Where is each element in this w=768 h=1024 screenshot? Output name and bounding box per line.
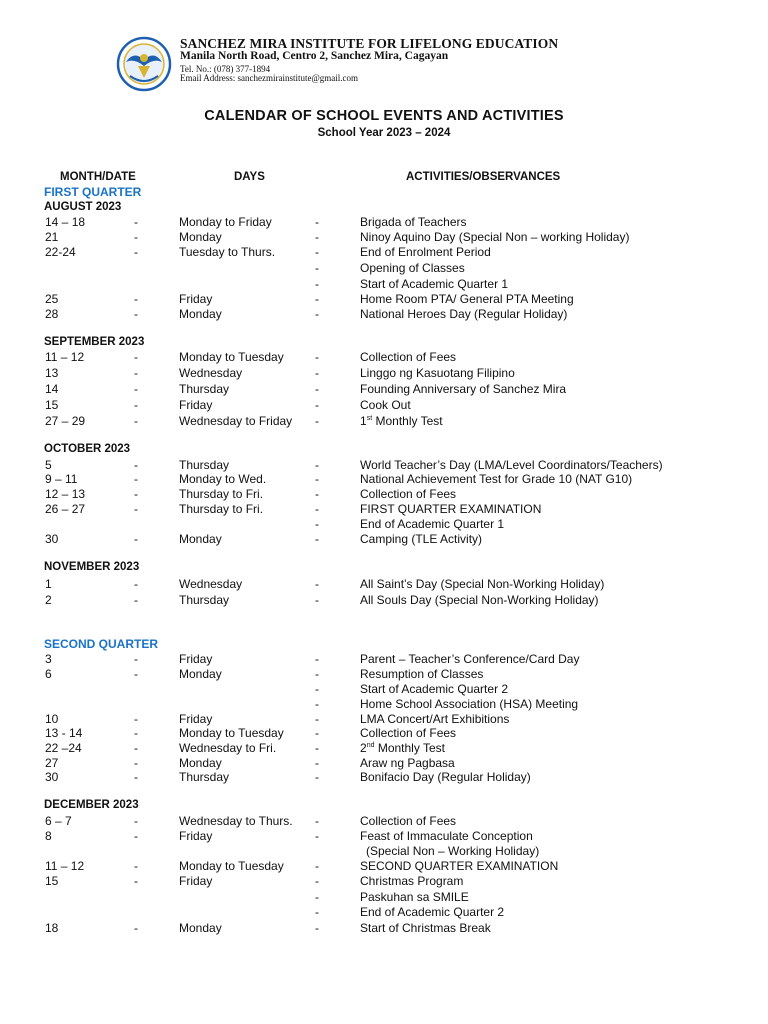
event-activity-text: Start of Academic Quarter 1 [360,277,509,291]
event-activity-text: Home Room PTA/ General PTA Meeting [360,292,574,306]
event-days: Thursday [179,770,230,784]
separator-dash: - [315,472,319,486]
quarter-heading: FIRST QUARTER [44,185,142,199]
event-date: 30 [45,770,59,784]
ordinal-suffix: nd [366,742,375,749]
event-row [0,577,768,592]
event-days: Monday to Tuesday [179,859,284,873]
separator-dash: - [315,215,319,229]
event-activity [360,756,455,770]
event-activity [360,577,604,591]
event-activity [360,905,504,919]
event-row [0,905,768,920]
event-date: 6 [45,667,52,681]
event-row [0,652,768,667]
event-row [0,756,768,771]
event-row [0,292,768,307]
separator-dash: - [315,532,319,546]
event-date: 30 [45,532,59,546]
separator-dash: - [315,859,319,873]
event-row [0,277,768,292]
event-activity-text: National Achievement Test for Grade 10 (NAT G10) [360,472,633,486]
event-days: Friday [179,398,213,412]
separator-dash: - [134,859,138,873]
separator-dash: - [134,726,138,740]
separator-dash: - [134,577,138,591]
event-days: Wednesday to Friday [179,414,293,428]
separator-dash: - [134,215,138,229]
event-activity-text: LMA Concert/Art Exhibitions [360,712,510,726]
separator-dash: - [315,829,319,843]
separator-dash: - [134,414,138,428]
event-activity [360,712,509,726]
separator-dash: - [315,770,319,784]
event-date: 6 – 7 [45,814,72,828]
event-row [0,770,768,785]
separator-dash: - [134,458,138,472]
school-address: Manila North Road, Centro 2, Sanchez Mira, Cagayan [180,50,449,62]
event-activity [360,532,482,546]
event-row [0,712,768,727]
event-row [0,874,768,889]
document-title: CALENDAR OF SCHOOL EVENTS AND ACTIVITIES [204,108,564,124]
separator-dash: - [315,890,319,904]
event-row [0,245,768,260]
separator-dash: - [134,814,138,828]
event-row [0,472,768,487]
event-days: Thursday [179,382,230,396]
event-date: 12 – 13 [45,487,86,501]
separator-dash: - [134,245,138,259]
separator-dash: - [315,667,319,681]
separator-dash: - [134,652,138,666]
event-row [0,844,768,859]
event-activity [360,502,541,516]
event-row [0,230,768,245]
event-activity [360,770,531,784]
event-days: Monday [179,756,222,770]
separator-dash: - [134,382,138,396]
separator-dash: - [134,770,138,784]
event-date: 14 – 18 [45,215,86,229]
ordinal-suffix: st [366,415,373,422]
event-activity-text: All Saint’s Day (Special Non-Working Holiday) [360,577,605,591]
event-date: 18 [45,921,59,935]
event-row [0,829,768,844]
column-header-days: DAYS [234,171,265,183]
separator-dash: - [134,532,138,546]
document-subtitle: School Year 2023 – 2024 [317,127,451,139]
event-activity [360,277,508,291]
event-date: 13 [45,366,59,380]
event-activity [360,652,579,666]
month-heading: DECEMBER 2023 [44,799,139,811]
separator-dash: - [134,502,138,516]
event-date: 13 - 14 [45,726,83,740]
event-date: 10 [45,712,59,726]
event-activity-text: Feast of Immaculate Conception [360,829,533,843]
event-activity [360,814,456,828]
event-activity-text: Collection of Fees [360,487,457,501]
event-days: Monday [179,667,222,681]
separator-dash: - [315,350,319,364]
event-activity-text: Founding Anniversary of Sanchez Mira [360,382,567,396]
event-activity [366,844,539,858]
event-date: 11 – 12 [45,350,85,364]
event-activity-text: Ninoy Aquino Day (Special Non – working Holiday) [360,230,630,244]
event-date: 27 [45,756,59,770]
event-activity-text: Collection of Fees [360,814,457,828]
event-row [0,921,768,936]
event-days: Wednesday to Fri. [179,741,277,755]
school-seal-icon [116,36,172,92]
separator-dash: - [315,366,319,380]
separator-dash: - [315,277,319,291]
event-days: Monday [179,532,222,546]
separator-dash: - [315,458,319,472]
event-activity-text: FIRST QUARTER EXAMINATION [360,502,542,516]
event-activity [360,366,515,380]
separator-dash: - [315,245,319,259]
event-date: 11 – 12 [45,859,85,873]
event-row [0,726,768,741]
separator-dash: - [315,874,319,888]
event-activity-text: Resumption of Classes [360,667,484,681]
event-row [0,517,768,532]
event-activity [360,382,566,396]
separator-dash: - [134,307,138,321]
event-activity [360,307,567,321]
separator-dash: - [134,593,138,607]
event-activity [360,829,533,843]
separator-dash: - [134,756,138,770]
event-activity [360,859,558,873]
event-activity-text: Bonifacio Day (Regular Holiday) [360,770,531,784]
month-heading: OCTOBER 2023 [44,443,131,455]
event-activity-text: 1 [360,414,367,428]
event-activity-text: National Heroes Day (Regular Holiday) [360,307,568,321]
event-row [0,414,768,429]
separator-dash: - [315,593,319,607]
event-activity [360,890,469,904]
separator-dash: - [315,697,319,711]
event-activity-text: All Souls Day (Special Non-Working Holiday) [360,593,599,607]
separator-dash: - [315,905,319,919]
event-activity [360,350,456,364]
event-row [0,366,768,381]
separator-dash: - [134,667,138,681]
separator-dash: - [315,652,319,666]
separator-dash: - [315,487,319,501]
event-date: 27 – 29 [45,414,86,428]
separator-dash: - [134,350,138,364]
event-row [0,859,768,874]
event-activity-text: Home School Association (HSA) Meeting [360,697,579,711]
event-days: Monday to Tuesday [179,350,284,364]
event-days: Friday [179,712,213,726]
event-row [0,307,768,322]
event-activity-text: End of Academic Quarter 2 [360,905,505,919]
event-activity [360,697,578,711]
separator-dash: - [134,712,138,726]
event-date: 8 [45,829,52,843]
event-activity [360,741,445,755]
event-activity-text: Christmas Program [360,874,464,888]
separator-dash: - [134,741,138,755]
event-row [0,350,768,365]
separator-dash: - [315,230,319,244]
event-row [0,593,768,608]
separator-dash: - [134,829,138,843]
event-days: Monday to Friday [179,215,272,229]
separator-dash: - [315,382,319,396]
event-activity-text: Parent – Teacher’s Conference/Card Day [360,652,580,666]
school-telephone: Tel. No.: (078) 377-1894 [180,64,271,74]
event-days: Thursday to Fri. [179,487,264,501]
event-row [0,215,768,230]
event-activity-text: Brigada of Teachers [360,215,467,229]
event-date: 26 – 27 [45,502,86,516]
separator-dash: - [134,366,138,380]
separator-dash: - [315,921,319,935]
event-days: Monday [179,307,222,321]
event-days: Wednesday [179,366,243,380]
event-activity-tail: Monthly Test [372,414,443,428]
event-date: 21 [45,230,59,244]
event-days: Monday to Wed. [179,472,267,486]
event-activity-text: Paskuhan sa SMILE [360,890,469,904]
event-days: Thursday [179,593,230,607]
event-days: Monday to Tuesday [179,726,284,740]
separator-dash: - [315,292,319,306]
event-activity [360,230,629,244]
separator-dash: - [315,577,319,591]
separator-dash: - [315,517,319,531]
event-activity [360,215,467,229]
separator-dash: - [134,398,138,412]
separator-dash: - [315,682,319,696]
separator-dash: - [134,487,138,501]
event-row [0,697,768,712]
month-heading: AUGUST 2023 [44,201,122,213]
school-email: Email Address: sanchezmirainstitute@gmail.com [180,73,358,83]
event-date: 14 [45,382,59,396]
event-days: Tuesday to Thurs. [179,245,276,259]
event-row [0,532,768,547]
event-date: 15 [45,874,59,888]
event-activity [360,593,599,607]
event-days: Wednesday to Thurs. [179,814,293,828]
event-activity-text: Cook Out [360,398,411,412]
event-activity [360,414,443,428]
event-activity-text: Opening of Classes [360,261,465,275]
event-days: Thursday [179,458,230,472]
event-row [0,682,768,697]
separator-dash: - [315,398,319,412]
event-activity-text: Start of Christmas Break [360,921,491,935]
separator-dash: - [315,502,319,516]
event-activity-text: End of Academic Quarter 1 [360,517,505,531]
event-activity-text: Collection of Fees [360,726,457,740]
event-days: Friday [179,292,213,306]
event-activity-text: Linggo ng Kasuotang Filipino [360,366,515,380]
separator-dash: - [315,712,319,726]
event-days: Monday [179,230,222,244]
event-activity-text: Collection of Fees [360,350,457,364]
event-activity-text: SECOND QUARTER EXAMINATION [360,859,559,873]
separator-dash: - [315,741,319,755]
event-activity [360,458,663,472]
separator-dash: - [134,230,138,244]
quarter-heading: SECOND QUARTER [44,637,159,651]
event-days: Friday [179,829,213,843]
event-row [0,890,768,905]
event-activity [360,682,508,696]
event-days: Monday [179,921,222,935]
event-activity [360,487,456,501]
event-activity [360,517,504,531]
event-activity [360,245,491,259]
event-activity [360,398,411,412]
event-activity [360,726,456,740]
event-row [0,398,768,413]
separator-dash: - [315,307,319,321]
event-date: 15 [45,398,59,412]
event-date: 28 [45,307,59,321]
event-row [0,814,768,829]
event-row [0,741,768,756]
event-activity [360,921,491,935]
separator-dash: - [134,292,138,306]
event-activity-text: Araw ng Pagbasa [360,756,455,770]
event-date: 25 [45,292,59,306]
event-days: Friday [179,874,213,888]
separator-dash: - [134,874,138,888]
event-activity-text: End of Enrolment Period [360,245,491,259]
event-activity-text: Camping (TLE Activity) [360,532,483,546]
event-activity-tail: Monthly Test [374,741,445,755]
event-row [0,382,768,397]
event-date: 22 –24 [45,741,82,755]
event-activity [360,874,463,888]
school-name: SANCHEZ MIRA INSTITUTE FOR LIFELONG EDUCATION [180,36,559,51]
separator-dash: - [134,921,138,935]
month-heading: SEPTEMBER 2023 [44,336,145,348]
event-days: Friday [179,652,213,666]
event-days: Wednesday [179,577,243,591]
event-row [0,502,768,517]
column-header-activities: ACTIVITIES/OBSERVANCES [406,171,561,183]
event-date: 22-24 [45,245,76,259]
event-activity-text: 2 [360,741,367,755]
event-activity [360,261,465,275]
separator-dash: - [315,756,319,770]
event-row [0,667,768,682]
separator-dash: - [134,472,138,486]
event-row [0,458,768,473]
column-header-month: MONTH/DATE [60,171,136,183]
event-date: 1 [45,577,52,591]
event-row [0,487,768,502]
event-date: 3 [45,652,52,666]
event-row [0,261,768,276]
event-activity-text: Start of Academic Quarter 2 [360,682,509,696]
event-activity-text: World Teacher’s Day (LMA/Level Coordinators/Teachers) [360,458,663,472]
separator-dash: - [315,414,319,428]
event-activity [360,667,483,681]
event-activity [360,292,574,306]
event-days: Thursday to Fri. [179,502,264,516]
event-activity-text: (Special Non – Working Holiday) [366,844,540,858]
separator-dash: - [315,726,319,740]
separator-dash: - [315,261,319,275]
separator-dash: - [315,814,319,828]
event-date: 9 – 11 [45,472,78,486]
event-date: 5 [45,458,52,472]
month-heading: NOVEMBER 2023 [44,561,140,573]
event-date: 2 [45,593,52,607]
event-activity [360,472,632,486]
